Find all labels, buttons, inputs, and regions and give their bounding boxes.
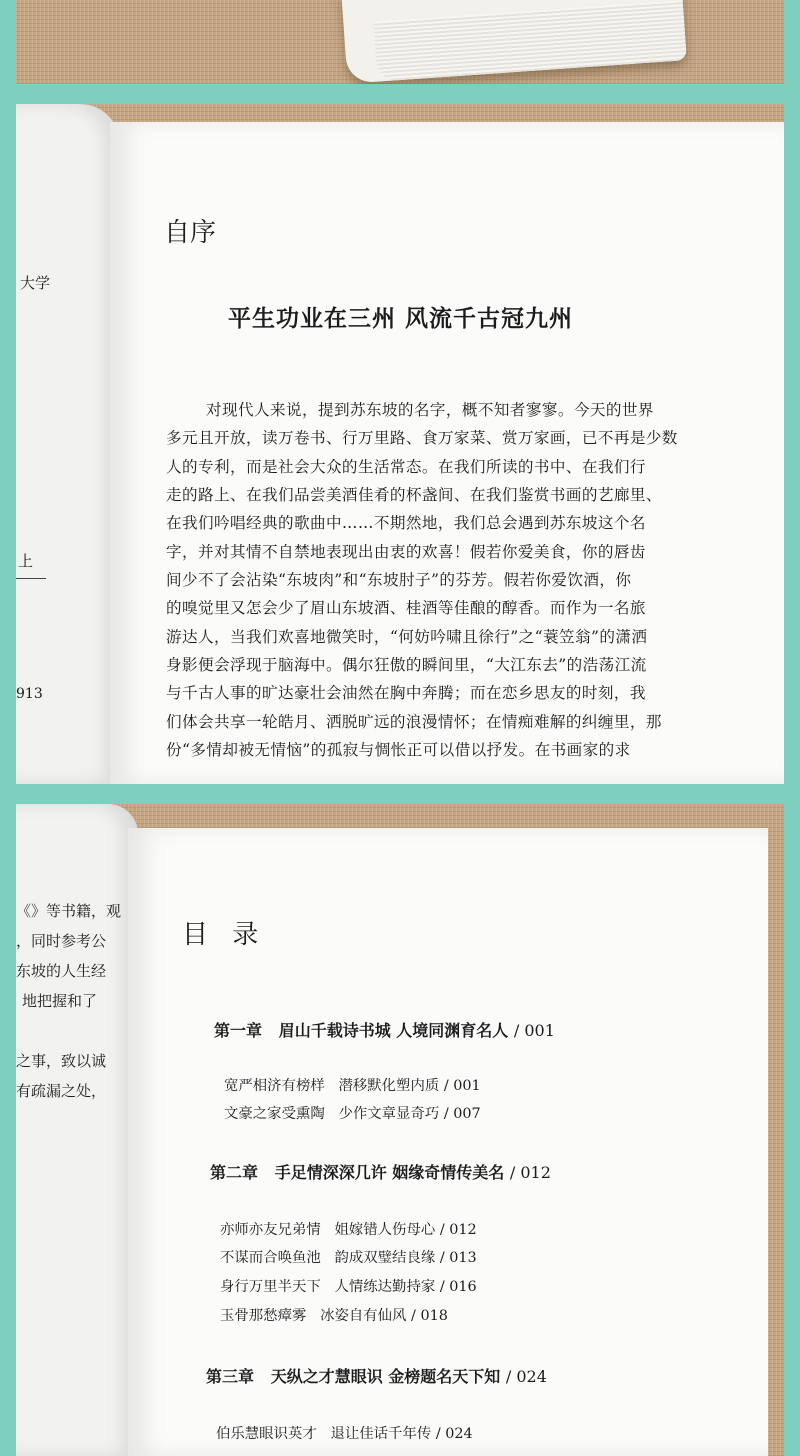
section-right: 韵成双璧结良缘	[334, 1250, 436, 1266]
page-title: 自序	[164, 218, 217, 248]
section-entry	[220, 1218, 477, 1239]
body-line: 人的专利，而是社会大众的生活常态。在我们所读的书中、在我们行	[166, 458, 646, 476]
section-entry	[220, 1246, 477, 1267]
section-left: 文豪之家受熏陶	[224, 1106, 325, 1122]
section-right: 姐嫁错人伤母心	[334, 1222, 436, 1238]
chapter-title: 手足情深深几许 姻缘奇情传美名	[274, 1163, 505, 1182]
section-page: / 012	[439, 1222, 477, 1238]
section-page: / 013	[439, 1250, 477, 1266]
body-line: 字，并对其情不自禁地表现出由衷的欢喜！假若你爱美食，你的唇齿	[166, 543, 646, 561]
margin-number: 913	[16, 686, 43, 702]
chapter-label: 第一章	[214, 1021, 263, 1040]
body-line: 身影便会浮现于脑海中。偶尔狂傲的瞬间里，“大江东去”的浩荡江流	[166, 656, 647, 674]
margin-text: 上	[18, 552, 34, 570]
body-line: 与千古人事的旷达豪壮会油然在胸中奔腾；而在恋乡思友的时刻，我	[166, 684, 646, 702]
body-line: 走的路上、在我们品尝美酒佳肴的杯盏间、在我们鉴赏书画的艺廊里、	[166, 486, 662, 504]
section-page: / 007	[443, 1106, 481, 1122]
section-right: 人情练达勤持家	[334, 1279, 436, 1295]
margin-rule	[16, 578, 46, 579]
section-left: 身行万里半天下	[220, 1279, 321, 1295]
margin-text: 地把握和了	[22, 992, 98, 1010]
left-facing-page	[16, 104, 120, 784]
preface-photo-panel	[16, 104, 784, 784]
chapter-label: 第二章	[210, 1163, 259, 1182]
chapter-title: 天纵之才慧眼识 金榜题名天下知	[270, 1367, 501, 1386]
body-line: 们体会共享一轮皓月、洒脱旷远的浪漫情怀；在情痴难解的纠缠里，那	[166, 713, 662, 731]
chapter-entry	[210, 1160, 551, 1183]
section-page: / 001	[443, 1078, 481, 1094]
contents-page	[128, 828, 768, 1456]
margin-text: 东坡的人生经	[16, 962, 107, 980]
body-line: 在我们吟唱经典的歌曲中……不期然地，我们总会遇到苏东坡这个名	[166, 514, 646, 532]
chapter-label: 第三章	[206, 1367, 255, 1386]
margin-text: ，同时参考公	[16, 932, 107, 950]
section-right: 退让佳话千年传	[330, 1426, 432, 1442]
chapter-page: / 001	[513, 1021, 555, 1040]
body-line: 游达人，当我们欢喜地微笑时，“何妨吟啸且徐行”之“蓑笠翁”的潇洒	[166, 628, 648, 646]
section-page: / 016	[439, 1279, 477, 1295]
body-line: 多元且开放，读万卷书、行万里路、食万家菜、赏万家画，已不再是少数	[166, 429, 678, 447]
book-page-edges	[373, 0, 686, 81]
chapter-title: 眉山千载诗书城 人境同渊育名人	[278, 1021, 509, 1040]
section-entry	[224, 1074, 481, 1095]
chapter-page: / 012	[509, 1163, 551, 1182]
margin-text: 有疏漏之处，	[16, 1082, 107, 1100]
preface-page	[110, 122, 784, 784]
section-entry	[220, 1304, 448, 1325]
section-page: / 024	[435, 1426, 473, 1442]
chapter-entry	[206, 1364, 547, 1387]
contents-photo-panel	[16, 804, 784, 1456]
section-entry	[224, 1102, 481, 1123]
section-entry	[220, 1275, 477, 1296]
section-right: 潜移默化塑内质	[338, 1078, 440, 1094]
body-line: 间少不了会沾染“东坡肉”和“东坡肘子”的芬芳。假若你爱饮酒，你	[166, 571, 632, 589]
section-right: 少作文章显奇巧	[338, 1106, 440, 1122]
margin-text: 《》等书籍，观	[16, 902, 122, 920]
margin-text: 之事，致以诚	[16, 1052, 107, 1070]
body-line: 份“多情却被无情恼”的孤寂与惆怅正可以借以抒发。在书画家的求	[166, 741, 631, 759]
top-photo-panel	[16, 0, 784, 84]
section-page: / 018	[411, 1308, 448, 1324]
left-facing-page	[16, 804, 138, 1456]
body-line: 的嗅觉里又怎会少了眉山东坡酒、桂酒等佳酿的醇香。而作为一名旅	[166, 599, 646, 617]
body-line: 对现代人来说，提到苏东坡的名字，概不知者寥寥。今天的世界	[206, 401, 654, 419]
section-left: 宽严相济有榜样	[224, 1078, 325, 1094]
chapter-page: / 024	[505, 1367, 547, 1386]
section-left: 不谋而合唤鱼池	[220, 1250, 321, 1266]
section-left: 亦师亦友兄弟情	[220, 1222, 321, 1238]
section-right: 冰姿自有仙风	[320, 1308, 407, 1324]
page-title: 目 录	[182, 920, 267, 950]
preface-heading: 平生功业在三州 风流千古冠九州	[228, 305, 574, 332]
margin-text: 大学	[20, 274, 51, 292]
chapter-entry	[214, 1018, 555, 1041]
section-entry	[216, 1422, 473, 1443]
section-left: 玉骨那愁瘴雾	[220, 1308, 307, 1324]
section-left: 伯乐慧眼识英才	[216, 1426, 317, 1442]
book-corner-image	[341, 0, 687, 84]
